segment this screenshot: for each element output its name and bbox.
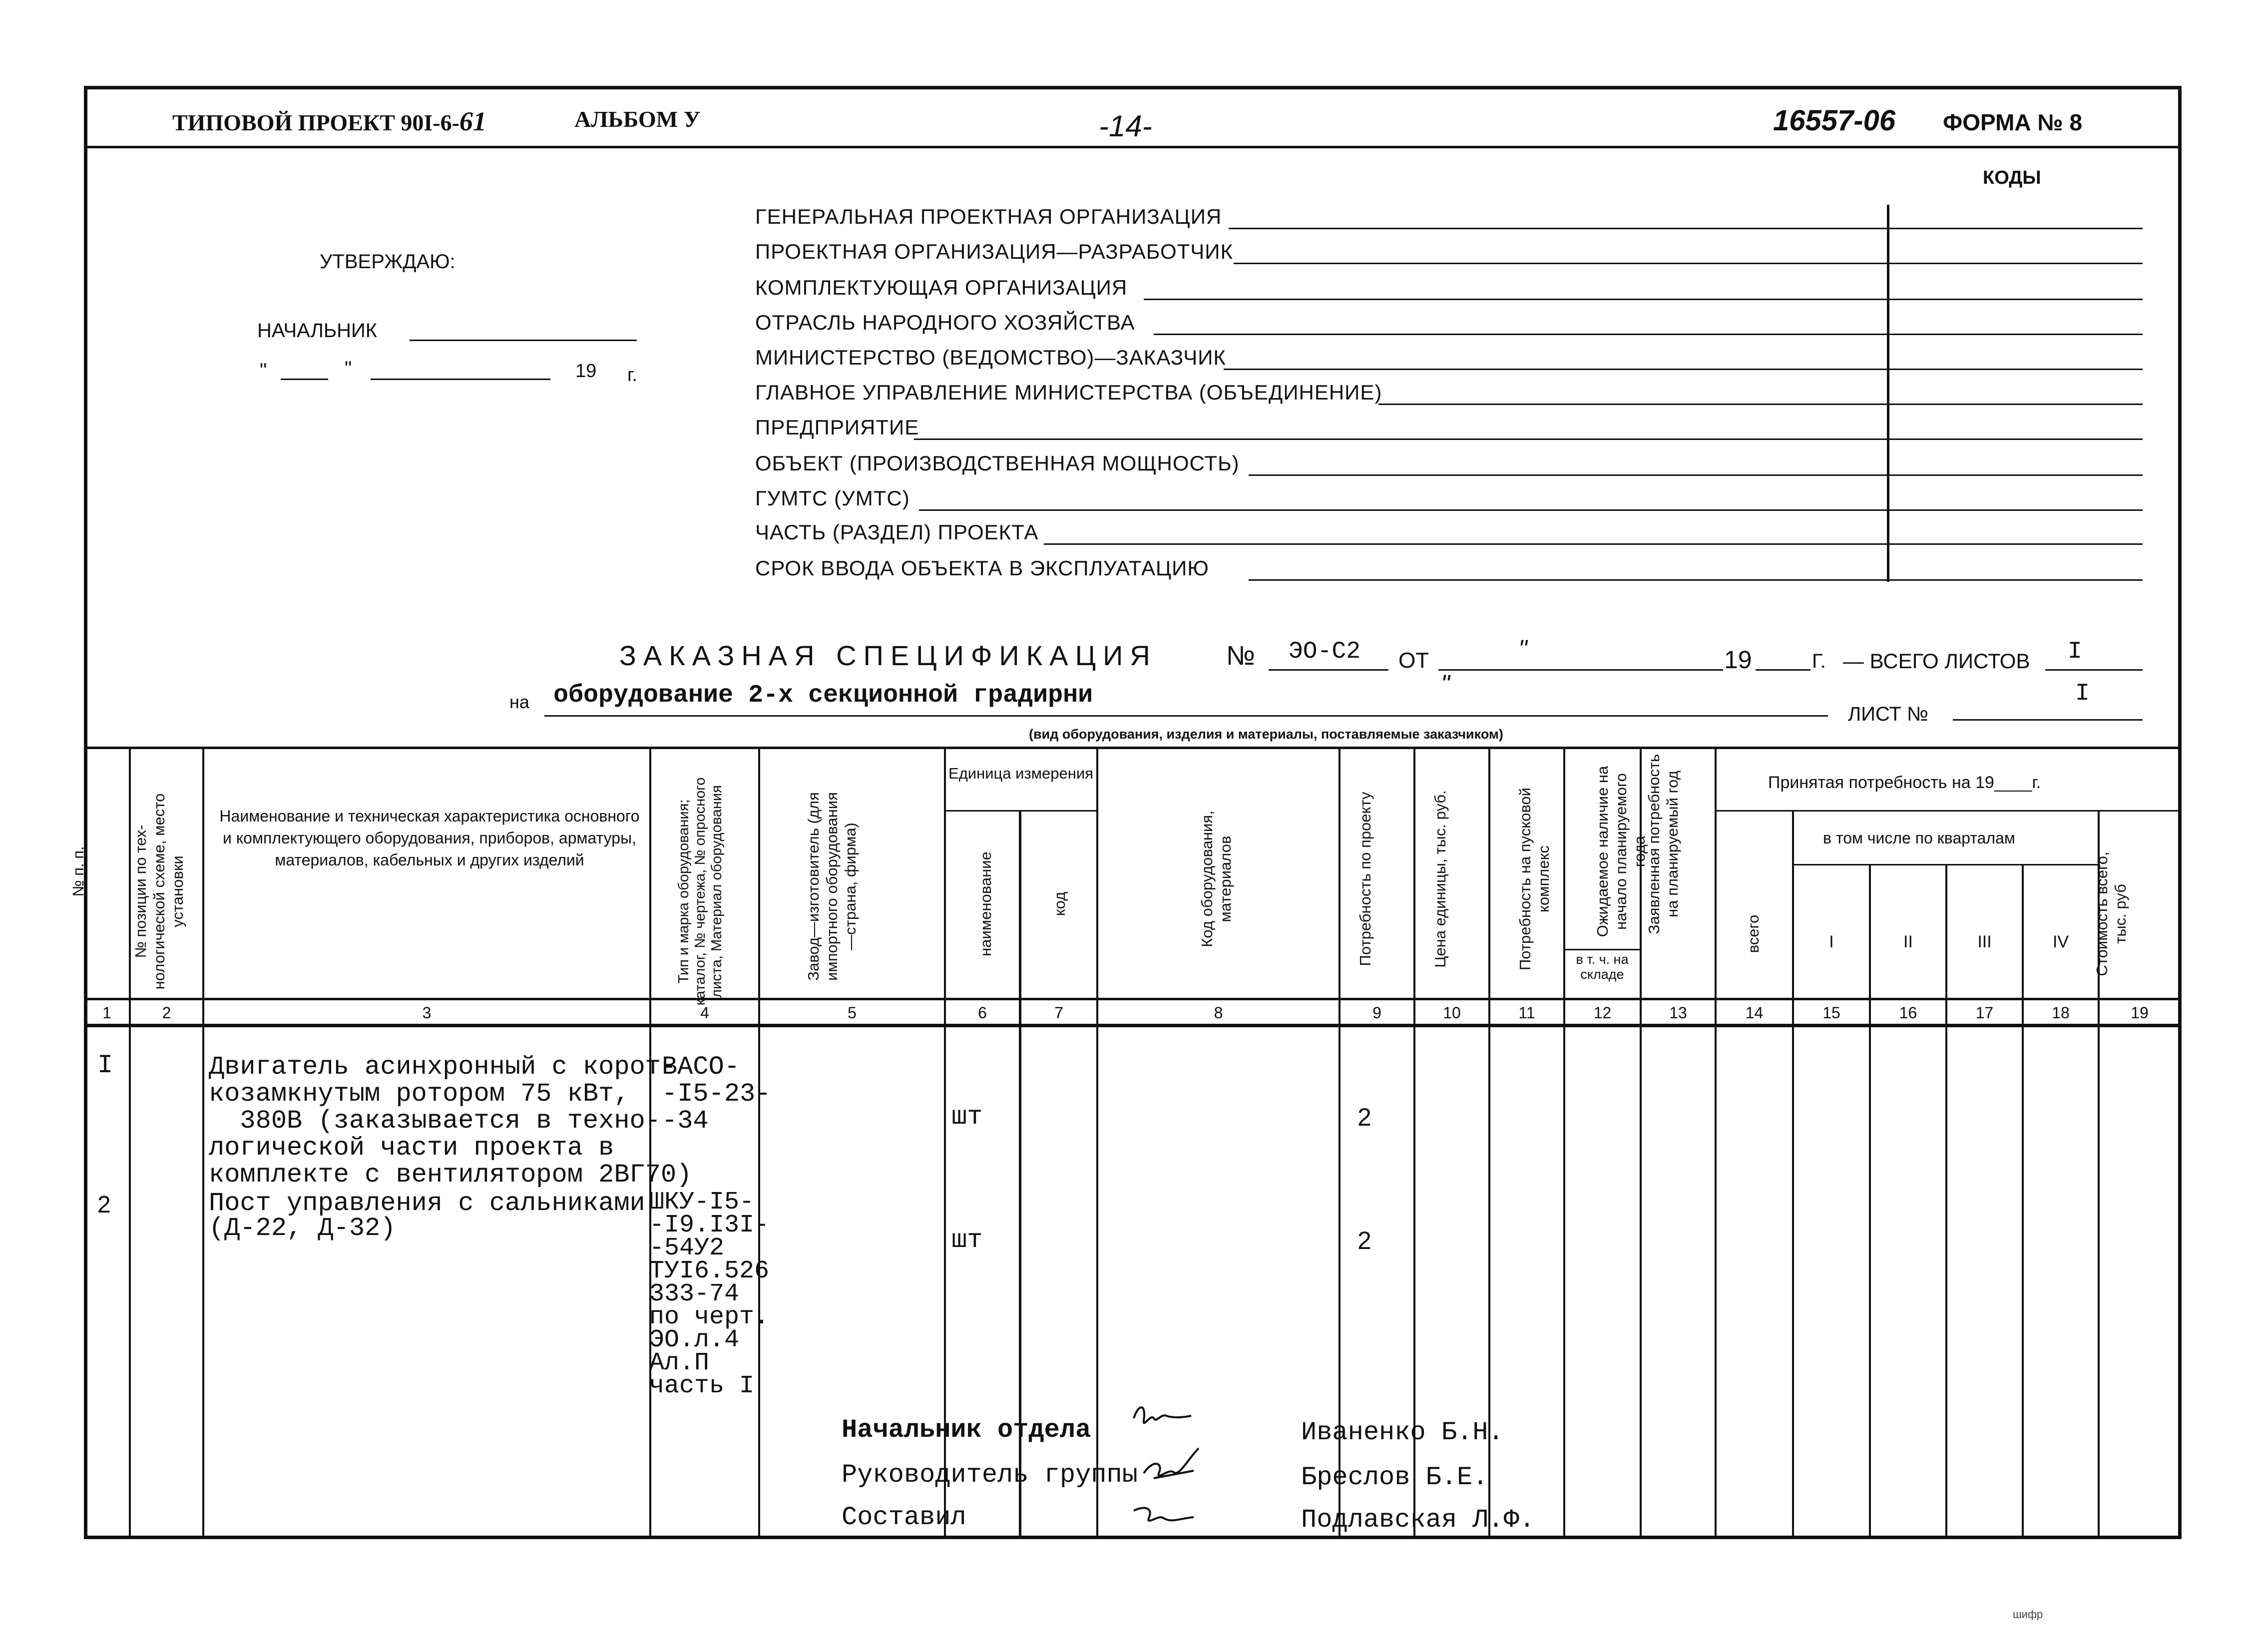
row-2-type-line: ЭО.л.4 xyxy=(649,1326,740,1354)
col-number-5: 5 xyxy=(848,1004,857,1022)
row-1-type xyxy=(662,1054,771,1135)
col-number-14: 14 xyxy=(1745,1004,1764,1022)
col-header-accepted: Принятая потребность на 19____г. xyxy=(1768,773,2041,792)
row-2-name-line: (Д-22, Д-32) xyxy=(209,1214,396,1243)
col-header-9: Потребность по проекту xyxy=(1356,792,1374,966)
col-header-5: Завод—изготовитель (для импортного оборудования —страна, фирма) xyxy=(805,792,859,981)
row-2-name xyxy=(209,1191,645,1241)
row-2-number: 2 xyxy=(97,1192,111,1218)
date-quote-close: " xyxy=(345,358,352,380)
table-header-bottom-line xyxy=(84,998,2182,1000)
project-code-handwritten: 61 xyxy=(459,106,486,136)
field-industry: ОТРАСЛЬ НАРОДНОГО ХОЗЯЙСТВА xyxy=(755,311,1135,334)
spec-sheet-label: ЛИСТ № xyxy=(1848,703,1929,725)
col-number-19: 19 xyxy=(2131,1004,2149,1022)
row-2-type-line: 333-74 xyxy=(649,1280,740,1308)
codes-divider xyxy=(1887,205,1889,582)
field-enterprise: ПРЕДПРИЯТИЕ xyxy=(755,415,919,439)
col-header-8: Код оборудования, материалов xyxy=(1198,811,1234,947)
field-commissioning: СРОК ВВОДА ОБЪЕКТА В ЭКСПЛУАТАЦИЮ xyxy=(755,556,1209,580)
spec-subject: оборудование 2-х секционной градирни xyxy=(553,681,1093,710)
col-number-11: 11 xyxy=(1518,1004,1535,1022)
col-line-16 xyxy=(1945,864,1947,1538)
form-number: ФОРМА № 8 xyxy=(1943,109,2083,135)
date-year-prefix: 19 xyxy=(575,361,597,382)
row-1-name-line: комплекте с вентилятором 2ВГ70) xyxy=(209,1160,692,1190)
row-2-type xyxy=(649,1188,770,1400)
row-1-type-line: -I5-23- xyxy=(662,1079,771,1109)
project-label xyxy=(172,106,486,137)
col-header-unit-group: Единица измерения xyxy=(948,765,1093,782)
table-numbers-bottom-line xyxy=(84,1024,2182,1027)
stock-divider xyxy=(1565,949,1640,950)
col-number-15: 15 xyxy=(1822,1004,1840,1022)
spec-total-sheets-line xyxy=(2045,669,2143,671)
col-header-12: Ожидаемое наличие на начало планируемого года xyxy=(1594,766,1648,937)
row-1-type-line: -34 xyxy=(662,1106,709,1136)
col-header-2: № позиции по тех-нологической схеме, место установки xyxy=(132,793,186,990)
chief-signature-line xyxy=(410,340,637,341)
handwritten-signatures xyxy=(1124,1398,1274,1543)
col-header-13: Заявленная потребность на планируемый год xyxy=(1645,754,1681,934)
col-line-14 xyxy=(1792,810,1794,1538)
field-supply-org: КОМПЛЕКТУЮЩАЯ ОРГАНИЗАЦИЯ xyxy=(755,276,1128,299)
col-header-15: I xyxy=(1829,932,1834,951)
approve-title: УТВЕРЖДАЮ: xyxy=(320,251,455,273)
spec-note: (вид оборудования, изделия и материалы, поставляемые заказчиком) xyxy=(1029,727,1503,742)
row-1-number: I xyxy=(97,1051,113,1080)
col-header-1: № п. п. xyxy=(69,846,87,897)
col-header-6: наименование xyxy=(977,851,994,956)
spec-date-line xyxy=(1438,669,1723,671)
spec-year: 19 xyxy=(1724,646,1752,674)
date-quote-open: " xyxy=(260,360,267,382)
col-line-7 xyxy=(1096,747,1098,1538)
codes-label: КОДЫ xyxy=(1983,167,2041,188)
field-industry-line xyxy=(1154,334,2143,335)
field-object: ОБЪЕКТ (ПРОИЗВОДСТВЕННАЯ МОЩНОСТЬ) xyxy=(755,451,1240,475)
field-design-org: ПРОЕКТНАЯ ОРГАНИЗАЦИЯ—РАЗРАБОТЧИК xyxy=(755,240,1233,263)
spec-on-label: на xyxy=(509,692,529,712)
signature-role-1: Начальник отдела xyxy=(842,1415,1091,1445)
row-1-name-line: логической части проекта в xyxy=(209,1133,614,1163)
field-commissioning-line xyxy=(1249,579,2143,581)
col-header-18: IV xyxy=(2052,932,2069,951)
date-day-line xyxy=(281,379,328,380)
page-number: -14- xyxy=(1099,109,1152,143)
album-label: АЛЬБОМ У xyxy=(574,106,701,132)
row-1-name-line: Двигатель асинхронный с корот- xyxy=(209,1052,677,1082)
col-header-7: код xyxy=(1051,891,1068,916)
spec-total-sheets-value: I xyxy=(2068,638,2082,665)
col-line-15 xyxy=(1869,864,1871,1538)
spec-date-quote-1: " xyxy=(1518,635,1527,663)
row-1-name-line: козамкнутым ротором 75 кВт, xyxy=(209,1079,630,1109)
row-2-type-line: ШКУ-I5- xyxy=(649,1188,755,1217)
col-number-10: 10 xyxy=(1443,1004,1461,1022)
field-main-department: ГЛАВНОЕ УПРАВЛЕНИЕ МИНИСТЕРСТВА (ОБЪЕДИНЕНИЕ) xyxy=(755,381,1382,404)
field-gumts-line xyxy=(919,509,2143,511)
chief-label: НАЧАЛЬНИК xyxy=(257,320,378,342)
spec-no-line xyxy=(1269,669,1388,671)
col-header-quarters: в том числе по кварталам xyxy=(1823,829,2015,847)
col-header-19: Стоимость всего, тыс. руб xyxy=(2093,851,2129,976)
col-number-4: 4 xyxy=(700,1004,709,1022)
date-year-suffix: г. xyxy=(627,365,637,386)
row-2-type-line: часть I xyxy=(649,1372,755,1400)
field-project-part: ЧАСТЬ (РАЗДЕЛ) ПРОЕКТА xyxy=(755,520,1039,544)
spec-sheet-line xyxy=(1953,719,2143,721)
col-number-16: 16 xyxy=(1899,1004,1917,1022)
signature-role-3: Составил xyxy=(842,1503,966,1532)
col-header-4: Тип и марка оборудования; каталог, № чертежа, № опросного листа, Материал оборудования xyxy=(676,777,725,1006)
row-2-type-line: ТУI6.526 xyxy=(649,1257,770,1285)
field-gumts: ГУМТС (УМТС) xyxy=(755,486,910,510)
col-header-3: Наименование и техническая характеристика основного и комплектующего оборудования, приборов, арматуры, материалов, кабельных и других изделий xyxy=(219,807,640,869)
spec-no-value: ЭО-С2 xyxy=(1289,638,1361,665)
row-1-type-line: ВАСО- xyxy=(662,1052,740,1082)
date-month-line xyxy=(371,379,550,380)
row-2-type-line: -I9.I3I- xyxy=(649,1211,770,1239)
document-number: 16557-06 xyxy=(1773,104,1896,137)
col-header-11: Потребность на пусковой комплекс xyxy=(1516,788,1552,970)
col-header-16: II xyxy=(1903,932,1913,951)
row-2-type-line: -54У2 xyxy=(649,1234,725,1262)
corner-mark: шифр xyxy=(2013,1608,2043,1621)
field-main-department-line xyxy=(1378,404,2143,405)
field-ministry-line xyxy=(1224,369,2143,370)
spec-year-suffix: Г. xyxy=(1812,650,1826,672)
row-1-quantity: 2 xyxy=(1357,1103,1371,1131)
col-line-2 xyxy=(202,747,204,1538)
col-number-17: 17 xyxy=(1975,1004,1994,1022)
row-1-name-line: 380В (заказывается в техно- xyxy=(209,1106,661,1136)
spec-date-quote-2: " xyxy=(1441,670,1450,698)
spec-total-sheets-label: — ВСЕГО ЛИСТОВ xyxy=(1843,649,2030,673)
row-1-unit: шт xyxy=(951,1102,983,1132)
col-number-18: 18 xyxy=(2052,1004,2070,1022)
field-enterprise-line xyxy=(914,438,2143,440)
col-number-9: 9 xyxy=(1372,1004,1381,1022)
spec-sheet-value: I xyxy=(2075,680,2090,707)
col-header-12-stock: в т. ч. на складе xyxy=(1576,952,1629,982)
signature-name-1: Иваненко Б.Н. xyxy=(1301,1418,1504,1447)
col-header-14: всего xyxy=(1745,914,1762,953)
col-header-10: Цена единицы, тыс. руб. xyxy=(1431,790,1449,968)
col-line-13 xyxy=(1715,747,1717,1538)
spec-year-line xyxy=(1756,669,1810,671)
signature-name-2: Бреслов Б.Е. xyxy=(1301,1463,1488,1492)
field-general-org: ГЕНЕРАЛЬНАЯ ПРОЕКТНАЯ ОРГАНИЗАЦИЯ xyxy=(755,205,1222,228)
col-number-2: 2 xyxy=(162,1004,171,1022)
col-line-11 xyxy=(1563,747,1565,1538)
field-supply-org-line xyxy=(1144,299,2143,300)
signature-name-3: Подлавская Л.Ф. xyxy=(1301,1505,1535,1535)
col-number-12: 12 xyxy=(1593,1004,1612,1022)
table-top-line xyxy=(84,747,2182,749)
signature-role-2: Руководитель группы xyxy=(842,1460,1138,1490)
accepted-divider xyxy=(1715,810,2182,812)
col-number-8: 8 xyxy=(1214,1004,1223,1022)
col-number-1: 1 xyxy=(102,1004,111,1022)
spec-title: ЗАКАЗНАЯ СПЕЦИФИКАЦИЯ xyxy=(619,640,1157,671)
field-object-line xyxy=(1249,474,2143,476)
col-number-7: 7 xyxy=(1054,1004,1063,1022)
field-design-org-line xyxy=(1234,263,2143,264)
row-2-name-line: Пост управления с сальниками xyxy=(209,1189,645,1218)
spec-subject-line xyxy=(544,715,1828,717)
spec-no-label: № xyxy=(1226,641,1255,671)
col-header-17: III xyxy=(1977,932,1992,951)
row-1-name xyxy=(209,1054,692,1189)
project-code: ТИПОВОЙ ПРОЕКТ 90I-6- xyxy=(172,110,459,135)
col-line-17 xyxy=(2022,864,2024,1538)
spec-from-label: ОТ xyxy=(1398,648,1429,673)
field-project-part-line xyxy=(1044,543,2143,545)
field-ministry: МИНИСТЕРСТВО (ВЕДОМСТВО)—ЗАКАЗЧИК xyxy=(755,346,1226,369)
row-2-unit: шт xyxy=(951,1226,983,1255)
header-divider xyxy=(84,146,2182,148)
col-number-3: 3 xyxy=(422,1004,432,1022)
row-2-type-line: Ал.П xyxy=(649,1349,710,1377)
col-number-13: 13 xyxy=(1669,1004,1687,1022)
field-general-org-line xyxy=(1229,228,2143,229)
row-2-quantity: 2 xyxy=(1357,1227,1371,1254)
row-2-type-line: по черт. xyxy=(649,1303,770,1331)
col-number-6: 6 xyxy=(978,1004,987,1022)
col-line-1 xyxy=(129,747,131,1538)
